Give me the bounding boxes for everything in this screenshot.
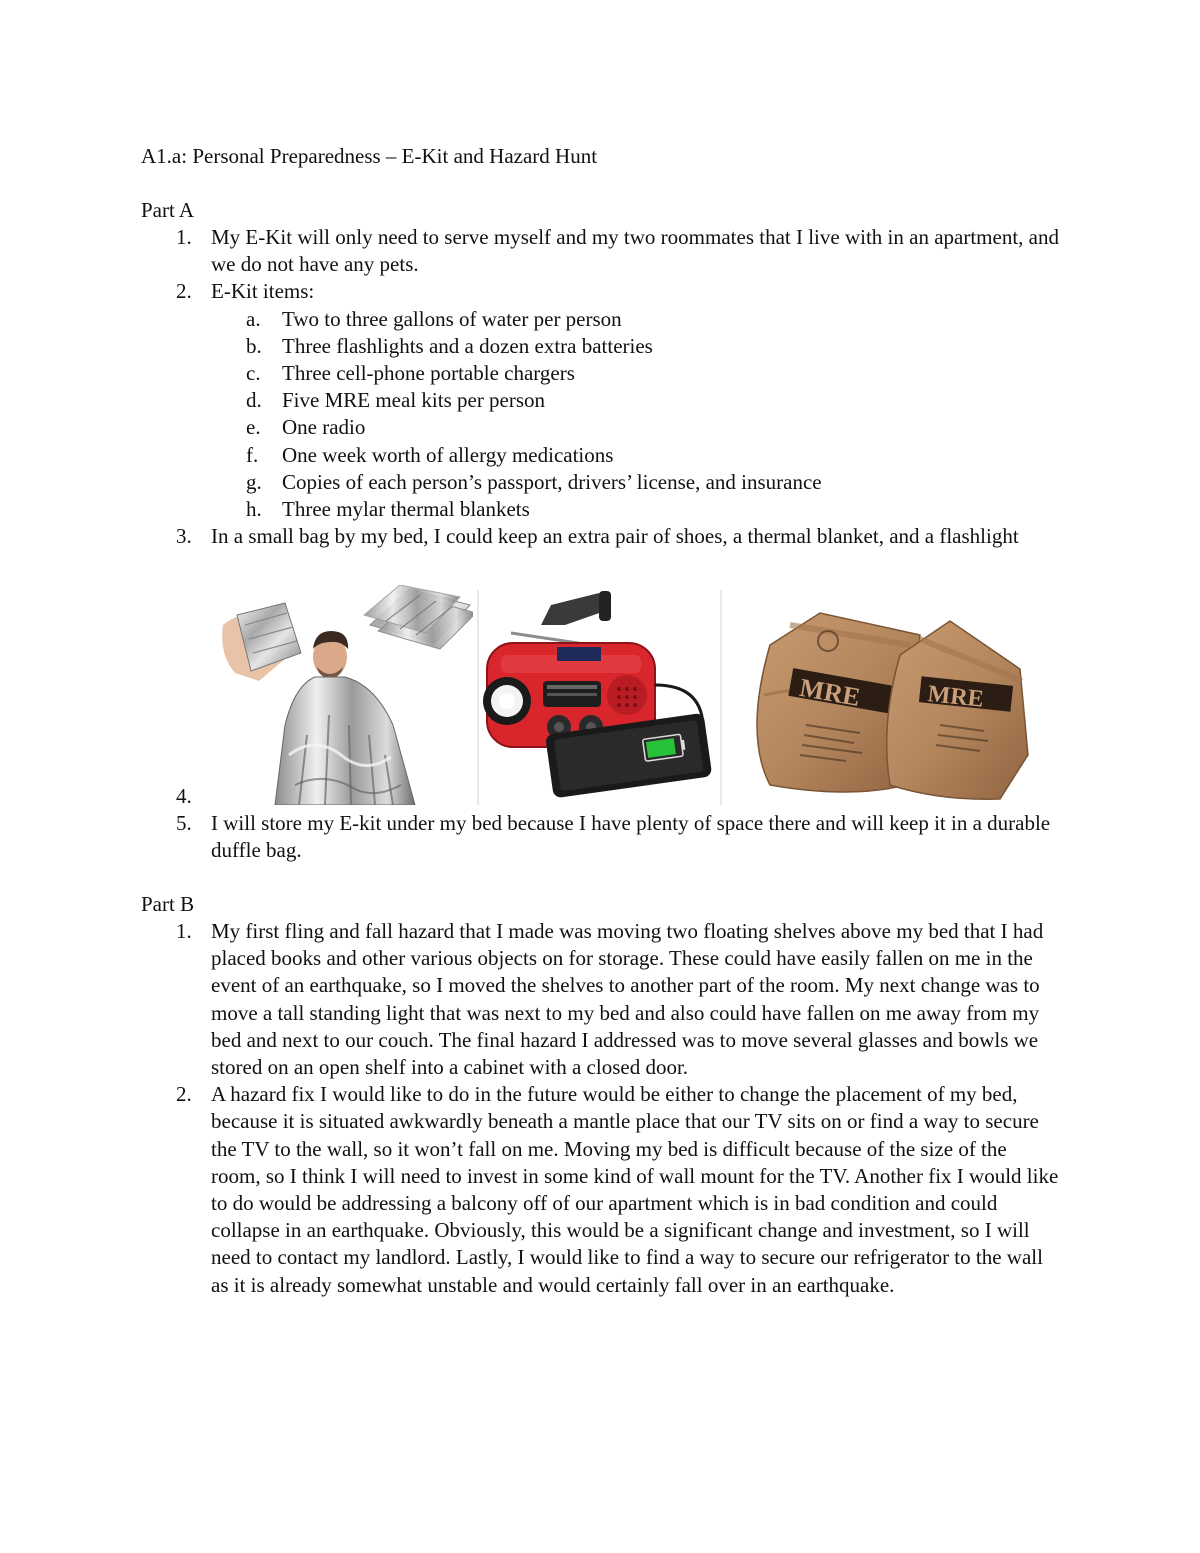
ekit-items-list bbox=[141, 306, 1061, 524]
list-item bbox=[141, 523, 1061, 550]
mre-label: MRE bbox=[926, 681, 985, 713]
image-divider bbox=[720, 590, 722, 805]
sublist-item bbox=[141, 414, 1061, 441]
list-number: 5. bbox=[176, 811, 192, 836]
sublist-letter: e. bbox=[246, 415, 261, 440]
part-a-heading: Part A bbox=[141, 198, 195, 222]
list-number: 1. bbox=[176, 225, 192, 249]
list-item bbox=[141, 918, 1061, 1081]
list-item bbox=[141, 224, 1061, 278]
sublist-letter: g. bbox=[246, 469, 262, 494]
image-divider bbox=[477, 590, 479, 805]
sublist-item bbox=[141, 442, 1061, 469]
list-item bbox=[141, 810, 1061, 864]
sublist-item bbox=[141, 387, 1061, 414]
list-item-text: I will store my E-kit under my bed because I have plenty of space there and will keep it in a durable duffle bag. bbox=[211, 811, 1051, 863]
part-b-heading: Part B bbox=[141, 892, 195, 916]
document-title: A1.a: Personal Preparedness – E-Kit and Hazard Hunt bbox=[141, 144, 598, 168]
list-item-text: E-Kit items: bbox=[211, 279, 315, 304]
sublist-item-text: Three mylar thermal blankets bbox=[282, 497, 530, 522]
part-a-list bbox=[141, 224, 1061, 550]
sublist-letter: b. bbox=[246, 333, 262, 358]
sublist-item-text: One radio bbox=[282, 415, 366, 440]
list-item-text: In a small bag by my bed, I could keep an extra pair of shoes, a thermal blanket, and a flashlight bbox=[211, 524, 1019, 549]
sublist-item bbox=[141, 360, 1061, 387]
list-item bbox=[141, 1081, 1061, 1299]
sublist-item-text: Two to three gallons of water per person bbox=[282, 306, 622, 331]
list-item-text: My E-Kit will only need to serve myself and my two roommates that I live with in an apartment, and we do not have any pets. bbox=[211, 225, 1059, 277]
mre-meal-packs-icon bbox=[730, 585, 1035, 805]
list-item-text: A hazard fix I would like to do in the future would be either to change the placement of my bed, because it is situated awkwardly beneath a mantle place that our TV sits on or find a way to secure the TV to the wall, so it won’t fall on me. Moving my bed is difficult because of the size of the room, so I think I will need to invest in some kind of wall mount for the TV. Another fix I would like to do would be addressing a balcony off of our apartment which is in bad condition and could collapse in an earthquake. Obviously, this would be a significant change and investment, so I will need to contact my landlord. Lastly, I would like to find a way to secure our refrigerator to the wall as it is already somewhat unstable and would certainly fall over in an earthquake. bbox=[211, 1082, 1059, 1297]
list-number: 3. bbox=[176, 524, 192, 549]
mre-label: MRE bbox=[797, 672, 863, 712]
sublist-item-text: Copies of each person’s passport, drivers’ license, and insurance bbox=[282, 469, 822, 494]
sublist-letter: c. bbox=[246, 361, 261, 386]
sublist-letter: h. bbox=[246, 497, 262, 522]
ekit-images-row bbox=[215, 585, 1035, 805]
list-item bbox=[141, 278, 1061, 523]
list-number: 2. bbox=[176, 1082, 192, 1107]
sublist-item bbox=[141, 306, 1061, 333]
mylar-thermal-blanket-icon bbox=[215, 585, 473, 805]
sublist-item bbox=[141, 333, 1061, 360]
hand-crank-radio-icon bbox=[481, 585, 717, 805]
sublist-letter: a. bbox=[246, 306, 261, 331]
sublist-item bbox=[141, 496, 1061, 523]
sublist-item-text: Three cell-phone portable chargers bbox=[282, 361, 575, 386]
list-number: 1. bbox=[176, 919, 192, 943]
sublist-item-text: One week worth of allergy medications bbox=[282, 442, 614, 467]
sublist-letter: f. bbox=[246, 442, 259, 467]
list-number: 2. bbox=[176, 279, 192, 304]
sublist-item-text: Three flashlights and a dozen extra batteries bbox=[282, 333, 653, 358]
list-number: 4. bbox=[176, 784, 192, 808]
list-item-text: My first fling and fall hazard that I made was moving two floating shelves above my bed that I had placed books and other various objects on for storage. These could have easily fallen on me in the event of an earthquake, so I moved the shelves to another part of the room. My next change was to move a tall standing light that was next to my bed and also could have fallen on me away from my bed and next to our couch. The final hazard I addressed was to move several glasses and bowls we stored on an open shelf into a cabinet with a closed door. bbox=[211, 919, 1044, 1080]
part-b-list bbox=[141, 918, 1061, 1299]
sublist-item-text: Five MRE meal kits per person bbox=[282, 388, 546, 413]
sublist-letter: d. bbox=[246, 388, 262, 413]
sublist-item bbox=[141, 469, 1061, 496]
